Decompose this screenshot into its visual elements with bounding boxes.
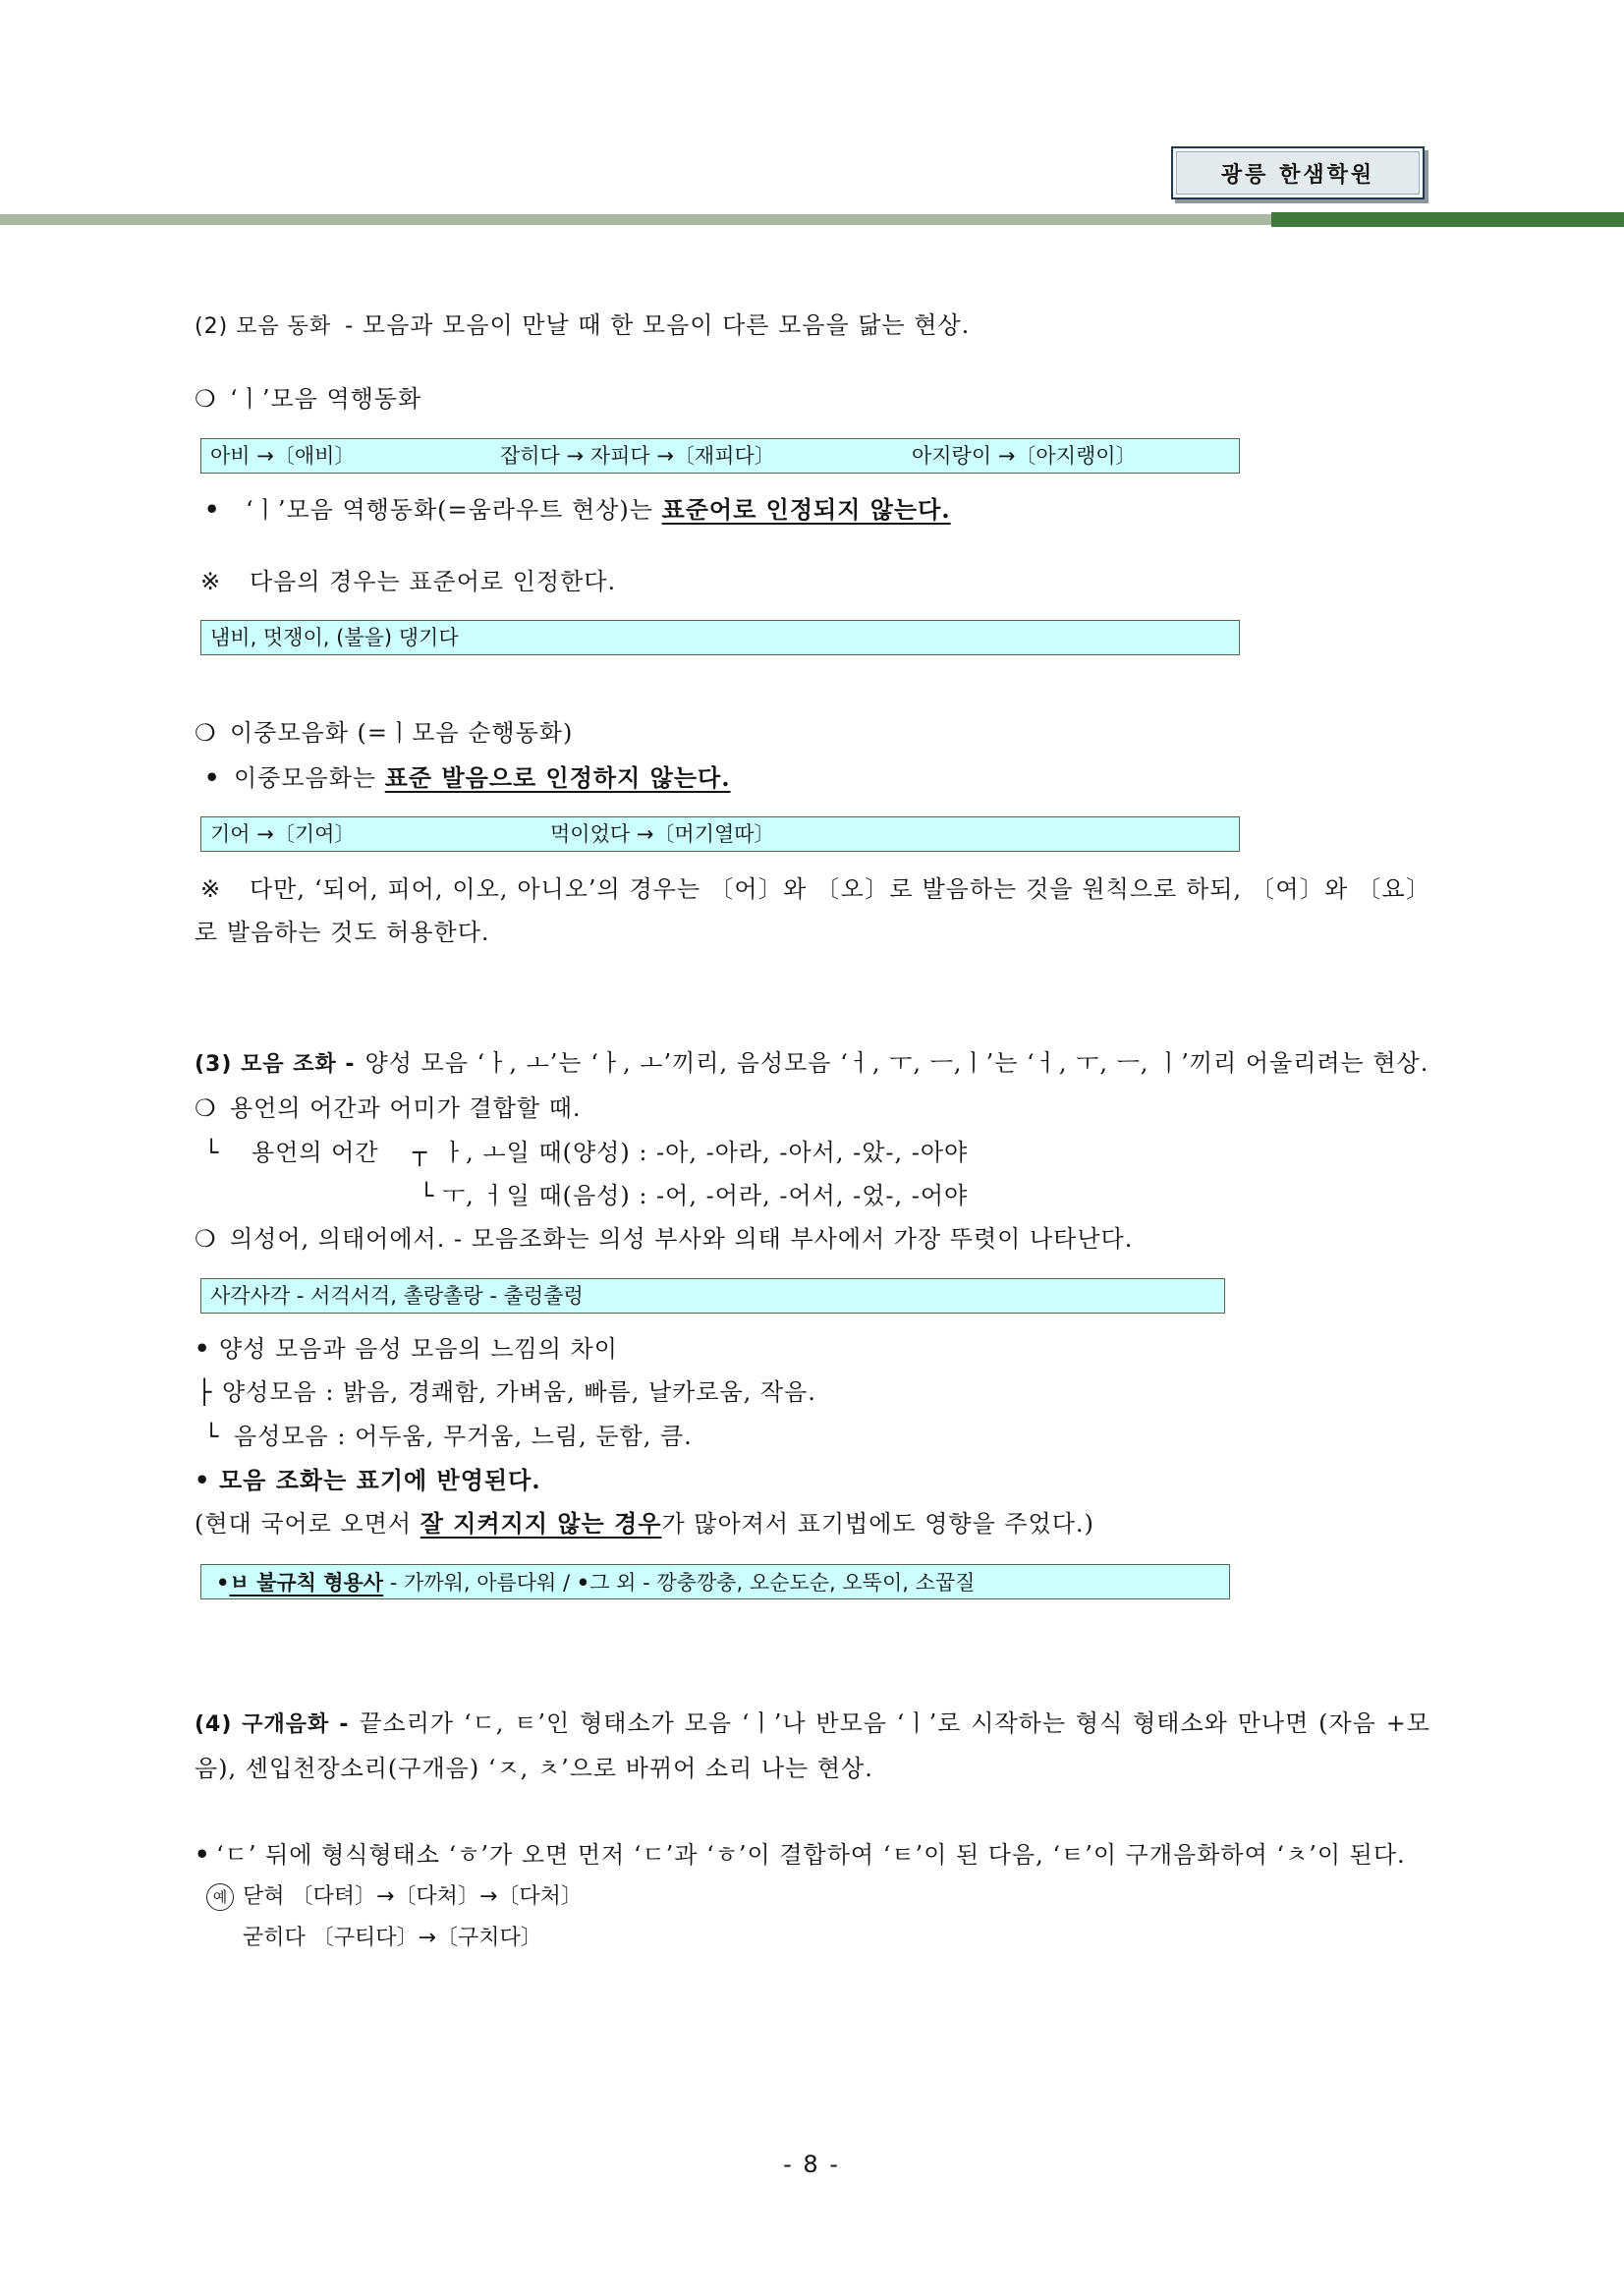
exception-examples-box (200, 620, 1240, 655)
bullet-marker: • (195, 1334, 211, 1363)
note-before: (현대 국어로 오면서 (195, 1510, 420, 1538)
note-text: 다만, ‘되어, 피어, 이오, 아니오’의 경우는 〔어〕와 〔오〕로 발음하는 것을 원칙으로 하되, 〔여〕와 〔요〕로 발음하는 것도 허용한다. (195, 875, 1430, 946)
palatalization-title (195, 1702, 1430, 1790)
example-item: 아비 →〔애비〕 (210, 444, 356, 468)
palatalization-example (195, 1918, 1430, 1959)
section-definition: 양성 모음 ‘ㅏ, ㅗ’는 ‘ㅏ, ㅗ’끼리, 음성모음 ‘ㅓ, ㅜ, ㅡ,ㅣ’는 ‘ㅓ, ㅜ, ㅡ, ㅣ’끼리 어울리려는 현상. (364, 1049, 1429, 1077)
example-item: 닫혀 〔다텨〕→〔다쳐〕→〔다처〕 (243, 1884, 583, 1909)
conjugation-dark-rule (195, 1174, 1430, 1217)
umlaut-examples-box (200, 438, 1240, 474)
corner-marker: └ (204, 1139, 220, 1166)
rule-emphasis: 표준어로 인정되지 않는다. (661, 495, 951, 524)
example-item: 굳히다 〔구티다〕→〔구치다〕 (243, 1926, 542, 1950)
umlaut-exception-note (195, 560, 1430, 603)
irregular-adjective-examples: - 가까워, 아름다워 / (383, 1571, 577, 1595)
section-heading: (3) 모음 조화 - (195, 1052, 356, 1077)
nuance-title (195, 1327, 1430, 1371)
conjugation-bright-rule (195, 1131, 1430, 1174)
section-heading: (4) 구개음화 - (195, 1712, 350, 1737)
hollow-circle-marker: ❍ (195, 385, 217, 413)
diphthongization-rule (195, 756, 1430, 800)
section-definition: 끝소리가 ‘ㄷ, ㅌ’인 형태소가 모음 ‘ㅣ’나 반모음 ‘ㅣ’로 시작하는 형식 형태소와 만나면 (자음 +모음), 센입천장소리(구개음) ‘ㅈ, ㅊ’으로 바뀌어 소리 나는 현상. (195, 1709, 1430, 1782)
header-divider-accent (1271, 212, 1624, 227)
diphthongization-note (195, 868, 1430, 954)
irregular-adjective-label: ㅂ 불규칙 형용사 (229, 1571, 384, 1595)
example-circle-icon: 예 (206, 1883, 234, 1911)
branch-marker: └ (420, 1182, 435, 1209)
umlaut-title: ‘ㅣ’모음 역행동화 (230, 385, 422, 413)
hollow-circle-marker: ❍ (195, 1225, 217, 1253)
bright-vowel-endings: ㅏ, ㅗ일 때(양성) : -아, -아라, -아서, -았-, -아야 (442, 1139, 969, 1166)
bullet-marker: • (216, 1571, 230, 1595)
bullet-marker: • (195, 1840, 211, 1869)
orthography-examples-box (200, 1564, 1230, 1599)
branch-marker: ┬ (413, 1139, 428, 1166)
example-item: 아지랑이 →〔아지랭이〕 (912, 444, 1137, 468)
rule-emphasis: 표준 발음으로 인정하지 않는다. (384, 763, 731, 792)
nuance-heading: 양성 모음과 음성 모음의 느낌의 차이 (219, 1335, 618, 1363)
mimetic-subheading (195, 1217, 1430, 1260)
page-number: - 8 - (783, 2151, 840, 2178)
other-examples: 그 외 - 깡충깡충, 오순도순, 오뚝이, 소꿉질 (589, 1571, 976, 1595)
note-emphasis: 잘 지켜지지 않는 경우 (420, 1509, 662, 1538)
orthography-rule (195, 1459, 1430, 1502)
header-divider-light (0, 214, 1271, 225)
bullet-marker: • (576, 1571, 590, 1595)
hollow-circle-marker: ❍ (195, 719, 217, 747)
diphthongization-examples-box (200, 816, 1240, 852)
vowel-harmony-title (195, 1041, 1430, 1087)
bright-vowel-nuance (195, 1371, 1430, 1414)
reference-mark: ※ (200, 568, 222, 595)
vowel-assimilation-title (195, 304, 1430, 349)
rule-text: ‘ㄷ’ 뒤에 형식형태소 ‘ㅎ’가 오면 먼저 ‘ㄷ’과 ‘ㅎ’이 결합하여 ‘ㅌ’이 된 다음, ‘ㅌ’이 구개음화하여 ‘ㅊ’이 된다. (216, 1841, 1406, 1869)
conjugation-subheading (195, 1087, 1430, 1130)
rule-text: ‘ㅣ’모음 역행동화(=움라우트 현상)는 (246, 496, 662, 524)
orthography-note (195, 1502, 1430, 1545)
diphthongization-title: 이중모음화 (=ㅣ모음 순행동화) (230, 719, 574, 747)
dark-vowel-endings: ㅜ, ㅓ일 때(음성) : -어, -어라, -어서, -었-, -어야 (442, 1182, 969, 1209)
section-heading: (2) 모음 동화 (195, 314, 332, 339)
bullet-marker: • (204, 495, 221, 524)
academy-name: 광릉 한샘학원 (1220, 162, 1375, 188)
example-item: 냄비, 멋쟁이, (불을) 댕기다 (210, 626, 459, 649)
orthography-rule-text: 모음 조화는 표기에 반영된다. (219, 1466, 541, 1494)
mimetic-examples-box (200, 1278, 1225, 1314)
umlaut-rule (195, 488, 1430, 532)
page-body (195, 304, 1430, 1959)
rule-text: 이중모음화는 (234, 764, 385, 792)
palatalization-rule (195, 1833, 1430, 1876)
conjugation-title: 용언의 어간과 어미가 결합할 때. (230, 1094, 582, 1122)
example-item: 사각사각 - 서걱서걱, 촐랑촐랑 - 출렁출렁 (210, 1284, 584, 1308)
reference-mark: ※ (200, 875, 222, 903)
hollow-circle-marker: ❍ (195, 1094, 217, 1122)
dark-vowel-nuance (195, 1415, 1430, 1458)
note-after: 가 많아져서 표기법에도 영향을 주었다.) (661, 1510, 1094, 1538)
section-definition: - 모음과 모음이 만날 때 한 모음이 다른 모음을 닮는 현상. (345, 311, 971, 339)
palatalization-example (195, 1876, 1430, 1918)
stem-label: 용언의 어간 (252, 1139, 379, 1166)
dark-vowel-text: 음성모음 : 어두움, 무거움, 느림, 둔함, 큼. (234, 1423, 693, 1450)
example-item: 먹이었다 →〔머기열따〕 (550, 822, 775, 846)
umlaut-subheading (195, 377, 1430, 420)
branch-marker: ├ (197, 1378, 213, 1406)
bright-vowel-text: 양성모음 : 밝음, 경쾌함, 가벼움, 빠름, 날카로움, 작음. (222, 1378, 816, 1406)
example-item: 기어 →〔기여〕 (210, 822, 356, 846)
example-item: 잡히다 → 자피다 →〔재피다〕 (500, 444, 775, 468)
bullet-marker: • (204, 763, 221, 792)
corner-marker: └ (204, 1423, 220, 1450)
academy-name-badge (1171, 146, 1425, 199)
bullet-marker: • (195, 1466, 211, 1494)
mimetic-text: 의성어, 의태어에서. - 모음조화는 의성 부사와 의태 부사에서 가장 뚜렷이 나타난다. (230, 1225, 1134, 1253)
diphthongization-subheading (195, 711, 1430, 755)
exception-text: 다음의 경우는 표준어로 인정한다. (250, 568, 617, 595)
